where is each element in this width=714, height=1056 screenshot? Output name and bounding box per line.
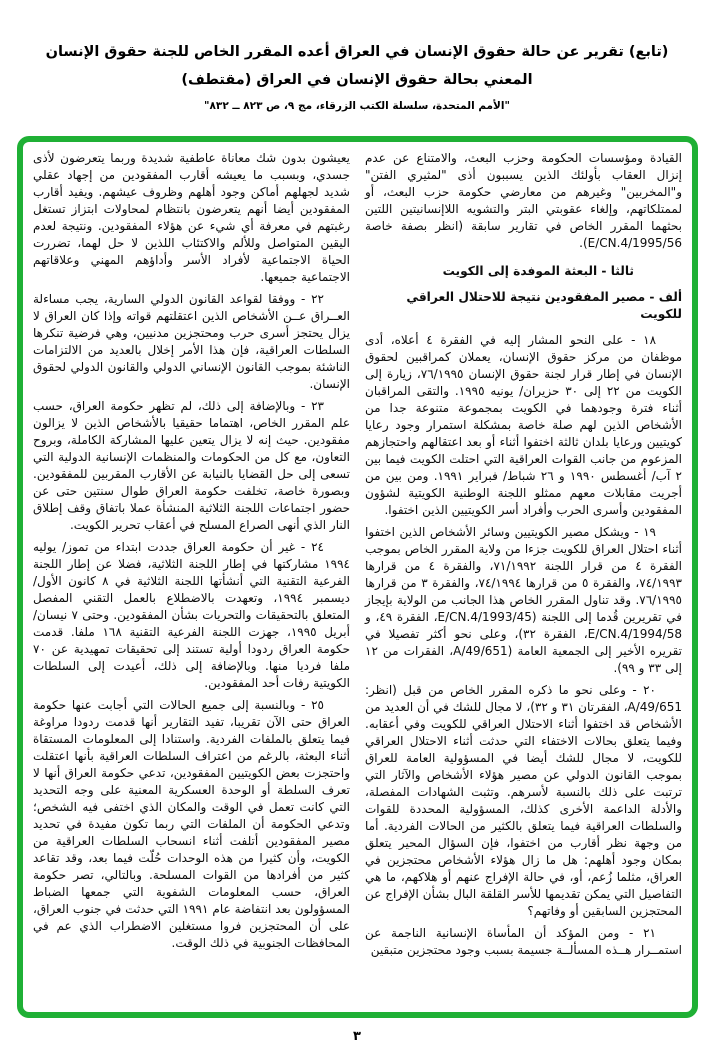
column-left (33, 150, 350, 1004)
paragraph-20: ٢٠ - وعلى نحو ما ذكره المقرر الخاص من قبل (انظر: A/49/651، الفقرتان ٣١ و ٣٢)، لا مجال للشك في أن العديد من الأشخاص قد اختفوا أثناء الاحتلال العراقي للكويت وفي أعقابه. وفيما يتعلق بحالات الاختفاء التي حدثت أثناء الاحتلال العراقي للكويت، لا مجال للشك أيضا في المسؤولية العامة للعراق بموجب القانون الدولي عن مصير هؤلاء الأشخاص والآثار التي ترتبت على ذلك بالنسبة لأسرهم. وتثبت الشهادات المفصلة، والأدلة الداعمة الأخرى كذلك، المسؤولية المحددة للقوات والسلطات العراقية فيما يتعلق بالكثير من الحالات الفردية. أما من وجهة نظر أقارب من اختفوا، فإن السؤال المحير يتعلق بمكان وجود أهلهم: هل ما زال هؤلاء الأشخاص محتجزين في العراق، مثلما زُعم، أو، في حالة الإفراج عنهم أو هلاكهم، ما هي التفاصيل التي يمكن تقديمها للأسر القلقة البال بشأن الإفراج عن المحتجزين السابقين أو وفاتهم؟ (365, 683, 682, 918)
two-column-body (23, 142, 692, 1012)
page-number: ٣ (353, 1029, 361, 1044)
page-title-line-2: المعني بحالة حقوق الإنسان في العراق (مقتطف) (181, 72, 533, 89)
paragraph-23: ٢٣ - وبالإضافة إلى ذلك، لم تظهر حكومة العراق، حسب علم المقرر الخاص، اهتماما حقيقيا بالأشخاص الذين لا يزالون مفقودين. حيث إنه لا يزال يتعين عليها المشاركة الكاملة، وبروح التعاون، مع كل من الحكومات والمنظمات الإنسانية الدولية التي تسعى إلى حل القضايا بالنيابة عن الأقارب المقربين للمفقودين. وبصورة خاصة، تخلفت حكومة العراق طوال سنتين حتى عن حضور اجتماعات اللجنة الثلاثية المنشأة عملا باتفاق وقف إطلاق النار الذي أنهى الصراع المسلح في أعقاب تحرير الكويت. (33, 399, 350, 532)
paragraph-18: ١٨ - على النحو المشار إليه في الفقرة ٤ أعلاه، أدى موظفان من مركز حقوق الإنسان، يعملان كمراقبين لحقوق الإنسان في إطار قرار لجنة حقوق الإنسان ٧٦/١٩٩٥، زيارة إلى الكويت من ٢٢ إلى ٣٠ حزيران/ يونيه ١٩٩٥. والتقى المراقبان أثناء فترة وجودهما في الكويت بمجموعة متنوعة جدا من الأشخاص الذين لهم صلة خاصة بمشكلة استمرار وجود رعايا كويتيين ورعايا بلدان ثالثة اختفوا أثناء أو بعد اعتقالهم واحتجازهم المزعوم من جانب القوات العراقية التي احتلت الكويت فيما بين ٢ آب/ أغسطس ١٩٩٠ و ٢٦ شباط/ فبراير ١٩٩١. ومن بين من أجريت مقابلات معهم ممثلو اللجنة الوطنية الكويتية لشؤون المفقودين وأسرى الحرب وأفراد أسر الكويتيين الذين اختفوا. (365, 333, 682, 517)
paragraph-19: ١٩ - ويشكل مصير الكويتيين وسائر الأشخاص الذين اختفوا أثناء احتلال العراق للكويت جزءا من ولاية المقرر الخاص بموجب الفقرة ٤ من قرار اللجنة ٧١/١٩٩٢، والفقرة ٤ من قرارها ٧٤/١٩٩٣، والفقرة ٥ من قرارها ٧٤/١٩٩٤، والفقرة ٣ من قرارها ٧٦/١٩٩٥. وقد تناول المقرر الخاص هذا الجانب من الولاية بإيجاز في تقريرين قُدما إلى اللجنة (E/CN.4/1993/45، الفقرة ٤٩، و E/CN.4/1994/58، الفقرة ٣٢)، وعلى نحو أكثر تفصيلا في تقريره الأخير إلى الجمعية العامة (A/49/651، الفقرات من ١٢ إلى ٣٣ و ٩٩). (365, 525, 683, 675)
paragraph-continuation-right: القيادة ومؤسسات الحكومة وحزب البعث، والامتناع عن عدم إنزال العقاب بأولئك الذين يسببون أذى "لمثيري الفتن" و"المخربين" وغيرهم من معارضي حكومة حزب البعث، أو لممتلكاتهم، وإلغاء عقوبتي البتر والتشويه اللاإنسانيتين اللتين بحثهما المقرر الخاص في تقارير سابقة (انظر بصفة خاصة E/CN.4/1995/56). (365, 151, 682, 250)
document-header (0, 38, 714, 112)
paragraph-24: ٢٤ - غير أن حكومة العراق جددت ابتداء من تموز/ يوليه ١٩٩٤ مشاركتها في إطار اللجنة الثلاثية، فضلا عن إطار اللجنة الفرعية التقنية التي أنشأتها اللجنة الثلاثية في ٨ كانون الأول/ ديسمبر ١٩٩٤، وتعهدت بالاضطلاع بالعمل التقني المفصل المتعلق بالتحقيقات والتحريات بشأن المفقودين. وحتى ٧ نيسان/ أبريل ١٩٩٥، جهزت اللجنة الفرعية التقنية ١٦٨ ملفا. قدمت حكومة العراق ردودا أولية تستند إلى تحقيقات تمهيدية عن ٧٠ ملفا فرديا منها. وبالإضافة إلى ذلك، أعيدت إلى السلطات الكويتية رفات أحد المفقودين. (33, 540, 350, 690)
column-right (365, 150, 682, 1004)
subsection-heading-alif: ألف - مصير المفقودين نتيجة للاحتلال العراقي للكويت (406, 290, 682, 321)
paragraph-22: ٢٢ - ووفقا لقواعد القانون الدولي السارية، يجب مساءلة العــراق عــن الأشخاص الذين اعتقلتهم قواته وإذا كان العراق لا يزال يحتجز أسرى حرب ومحتجزين مدنيين، وهي فرضية تنكرها السلطات العراقية، فإن هذا الأمر إخلال بالعديد من الالتزامات الناشئة بموجب القانون الإنساني الدولي والقانون الدولي لحقوق الإنسان. (33, 292, 350, 391)
content-border-frame (17, 136, 698, 1018)
page-title-line-1: (تابع) تقرير عن حالة حقوق الإنسان في العراق أعده المقرر الخاص للجنة حقوق الإنسان (45, 44, 669, 60)
paragraph-21: ٢١ - ومن المؤكد أن المأساة الإنسانية الناجمة عن استمــرار هــذه المسألــة جسيمة بسبب وجود محتجزين متبقين (365, 926, 682, 957)
paragraph-25: ٢٥ - وبالنسبة إلى جميع الحالات التي أجابت عنها حكومة العراق حتى الآن تقريبا، تفيد التقارير أنها قدمت ردودا مراوغة فيما يتعلق بالملفات الفردية. واستنادا إلى المعلومات المستقاة أثناء البعثة، بالرغم من اعتراف السلطات العراقية بأنها اعتقلت واحتجزت بعض الكويتيين المفقودين، تدعي حكومة العراق أنها لا تعرف السلطة أو الوحدة العسكرية المعنية على وجه التحديد التي كانت تعمل في الوقت والمكان الذي اختفى فيه الشخص؛ وتدعي الحكومة أن الملفات التي ربما تكون مفيدة في تحديد مصير المفقودين أتلفت أثناء انسحاب السلطات العراقية من الكويت، وأن كثيرا من هذه الوحدات حُلّت فيما بعد، وقد تقاعد كثير من أفرادها من القوات المسلحة. وبالتالي، تصر حكومة العراق، حسب المعلومات الشفوية التي جمعها الضباط المسؤولون بعد انتفاضة عام ١٩٩١ التي حدثت في جنوب العراق، على أن المحتجزين فروا مستغلين الاضطراب الذي عم في المحافظات الجنوبية في ذلك الوقت. (33, 698, 350, 950)
section-heading-third: ثالثا - البعثة الموفدة إلى الكويت (442, 264, 634, 278)
paragraph-continuation-left: يعيشون بدون شك معاناة عاطفية شديدة وربما يتعرضون لأذى جسدي، وبسبب ما يعيشه أقارب المفقودين من إجهاد عقلي شديد لجهلهم أماكن وجود أهلهم وظروف عيشهم. ويفيد أقارب المفقودين أيضا أنهم يتعرضون بانتظام لمحاولات ابتزاز تستغل رغبتهم في معرفة أي شيء عن هؤلاء المفقودين. ونتيجة لعدم اليقين المتواصل وللألم والاكتئاب اللذين لا حل لهما، تضررت الحياة الاجتماعية لأفراد الأسر وأداؤهم المهني وعلاقاتهم الاجتماعية جميعها. (33, 151, 350, 284)
source-citation: "الأمم المتحدة، سلسلة الكتب الزرقاء، مج ٩، ص ٨٢٣ ــ ٨٣٢" (204, 99, 510, 112)
